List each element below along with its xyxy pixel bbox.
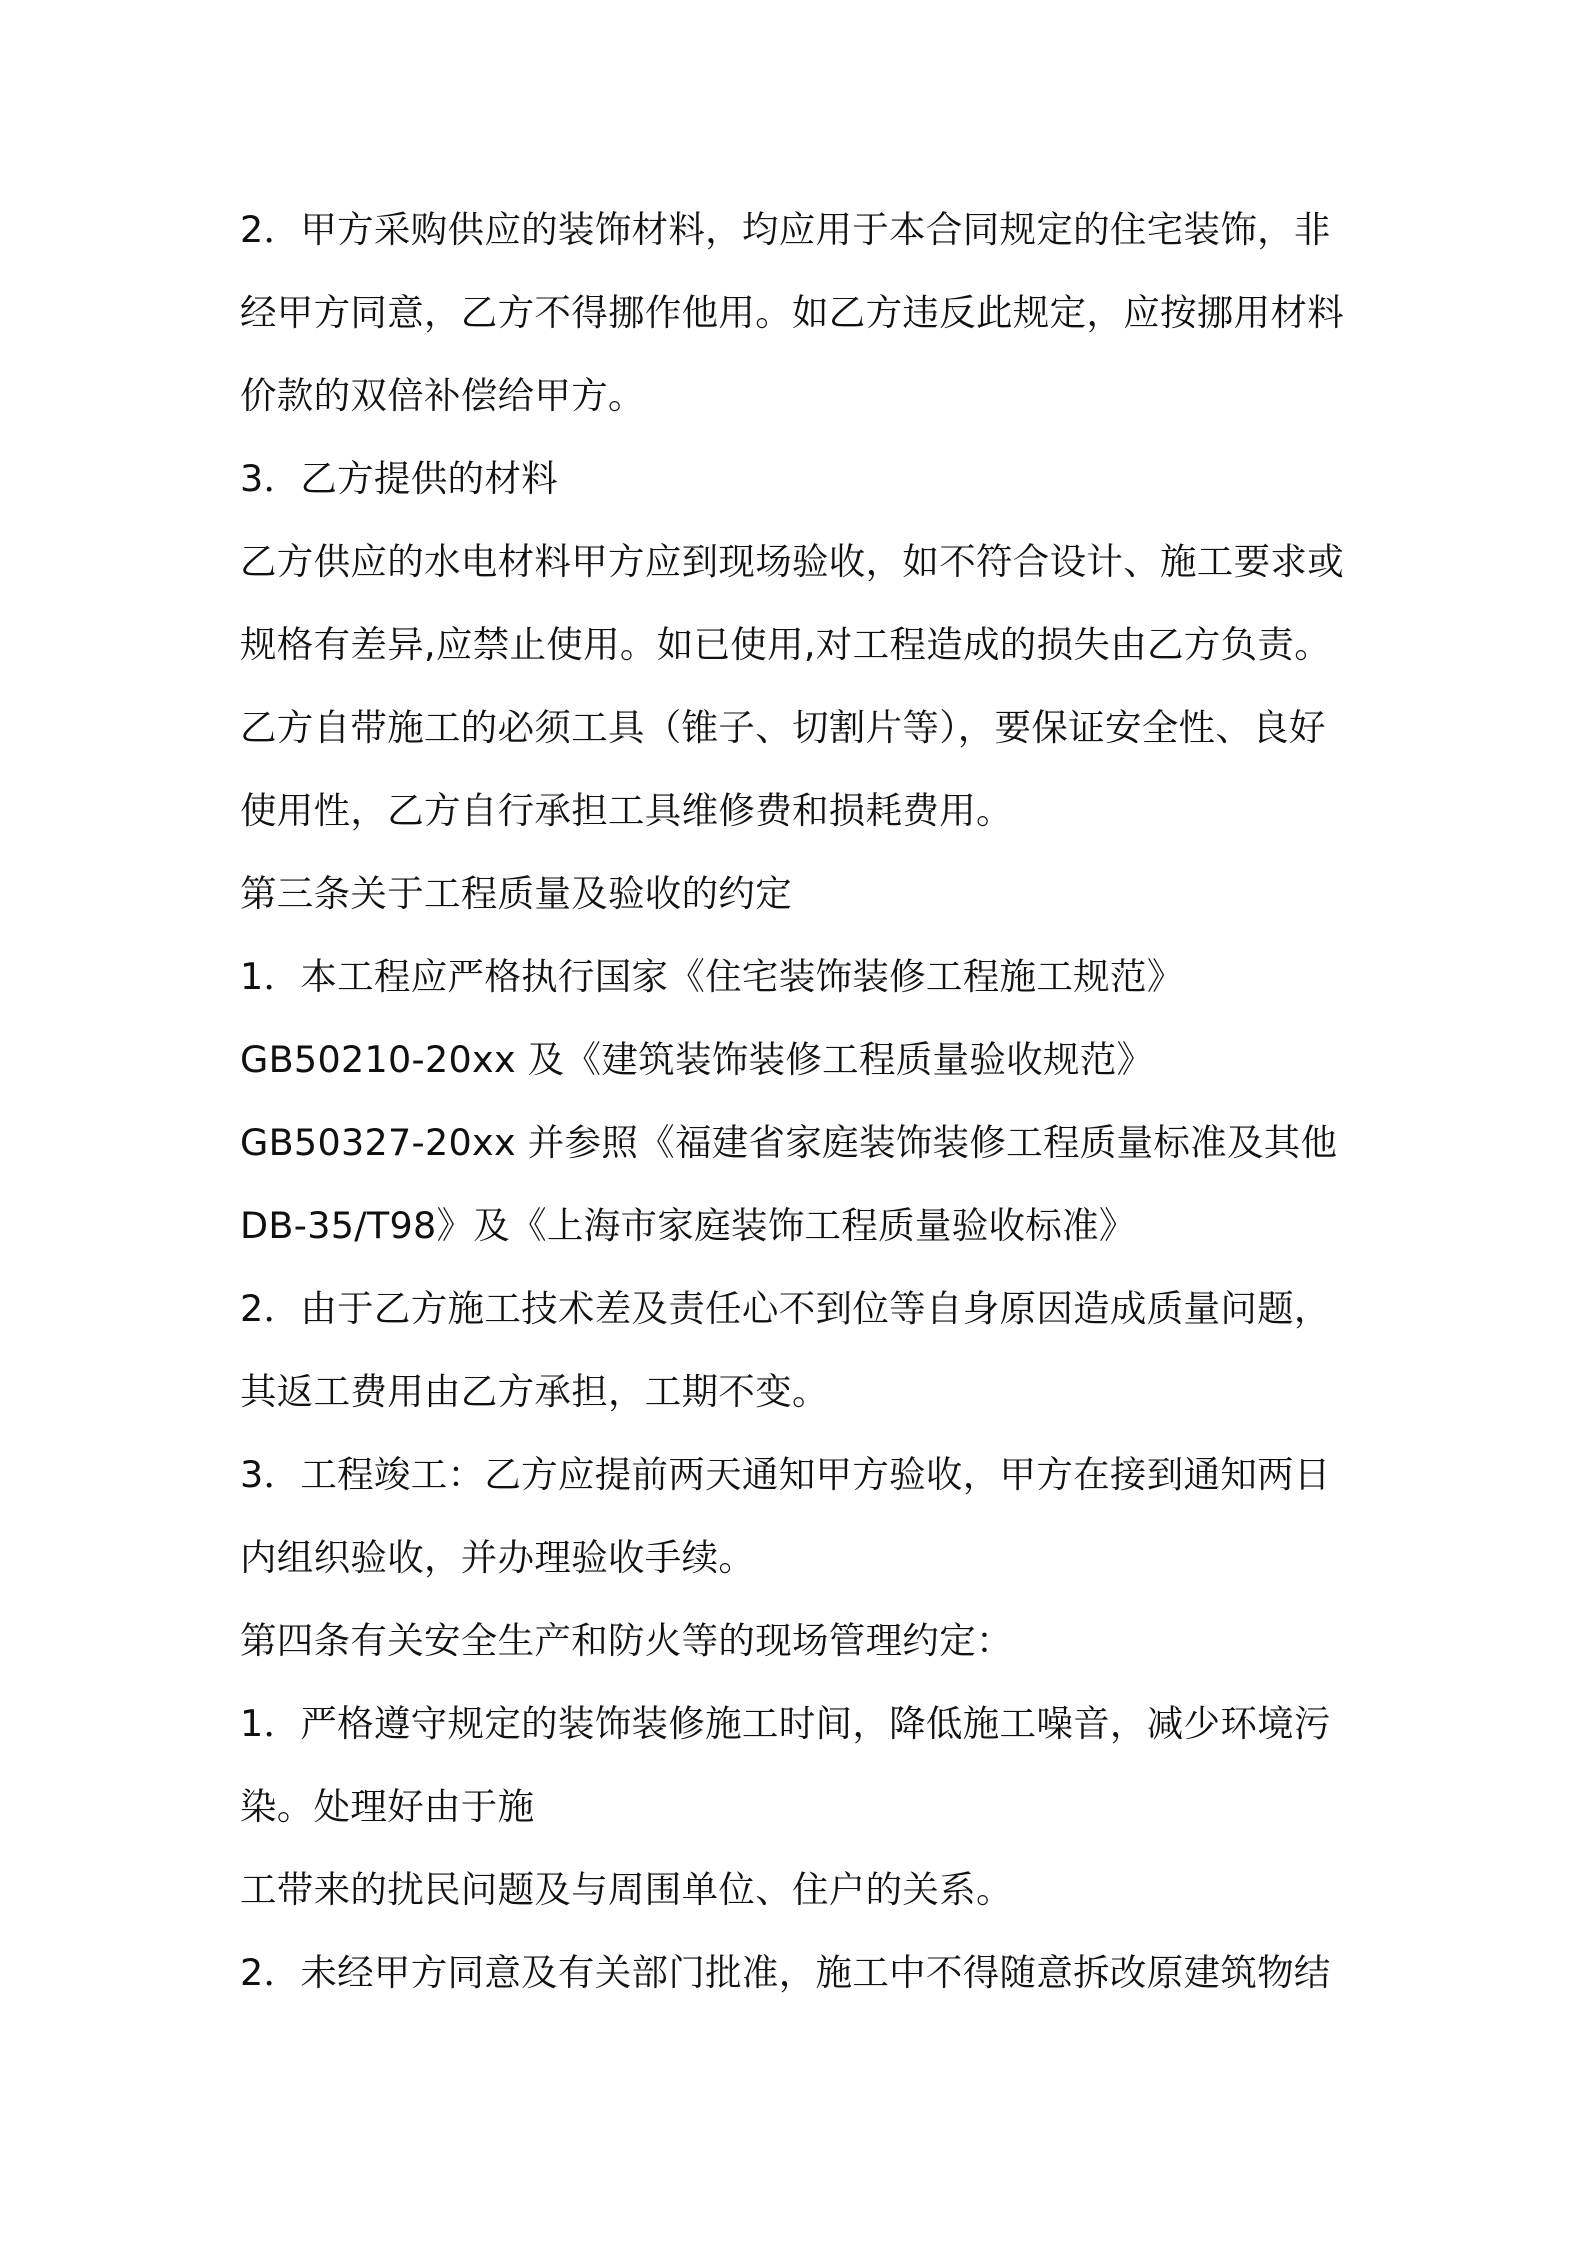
text-line: 乙方供应的水电材料甲方应到现场验收，如不符合设计、施工要求或 (240, 540, 1344, 583)
text-line: 2．未经甲方同意及有关部门批准，施工中不得随意拆改原建筑物结 (240, 1951, 1331, 1994)
text-line: 染。处理好由于施 (240, 1785, 535, 1828)
text-line: 价款的双倍补偿给甲方。 (240, 374, 645, 417)
text-line: 1．严格遵守规定的装饰装修施工时间，降低施工噪音，减少环境污 (240, 1702, 1331, 1745)
text-line: 其返工费用由乙方承担，工期不变。 (240, 1370, 829, 1413)
text-line: 2．由于乙方施工技术差及责任心不到位等自身原因造成质量问题， (240, 1287, 1331, 1330)
text-line: 内组织验收，并办理验收手续。 (240, 1536, 756, 1579)
text-line: GB50210-20xx 及《建筑装饰装修工程质量验收规范》 (240, 1038, 1154, 1081)
text-line: 规格有差异,应禁止使用。如已使用,对工程造成的损失由乙方负责。 (240, 623, 1332, 666)
article-heading: 第四条有关安全生产和防火等的现场管理约定： (240, 1619, 1013, 1662)
text-line: 1．本工程应严格执行国家《住宅装饰装修工程施工规范》 (240, 955, 1184, 998)
text-line: 经甲方同意，乙方不得挪作他用。如乙方违反此规定，应按挪用材料 (240, 291, 1344, 334)
text-line: 使用性，乙方自行承担工具维修费和损耗费用。 (240, 789, 1013, 832)
section-heading: 3．乙方提供的材料 (240, 457, 558, 500)
text-line: GB50327-20xx 并参照《福建省家庭装饰装修工程质量标准及其他 (240, 1121, 1338, 1164)
document-body (240, 198, 1360, 2024)
text-line: DB-35/T98》及《上海市家庭装饰工程质量验收标准》 (240, 1204, 1136, 1247)
text-line: 2．甲方采购供应的装饰材料，均应用于本合同规定的住宅装饰，非 (240, 208, 1331, 251)
text-line: 乙方自带施工的必须工具（锥子、切割片等），要保证安全性、良好 (240, 706, 1326, 749)
text-line: 工带来的扰民问题及与周围单位、住户的关系。 (240, 1868, 1013, 1911)
text-line: 3．工程竣工：乙方应提前两天通知甲方验收，甲方在接到通知两日 (240, 1453, 1331, 1496)
article-heading: 第三条关于工程质量及验收的约定 (240, 872, 792, 915)
